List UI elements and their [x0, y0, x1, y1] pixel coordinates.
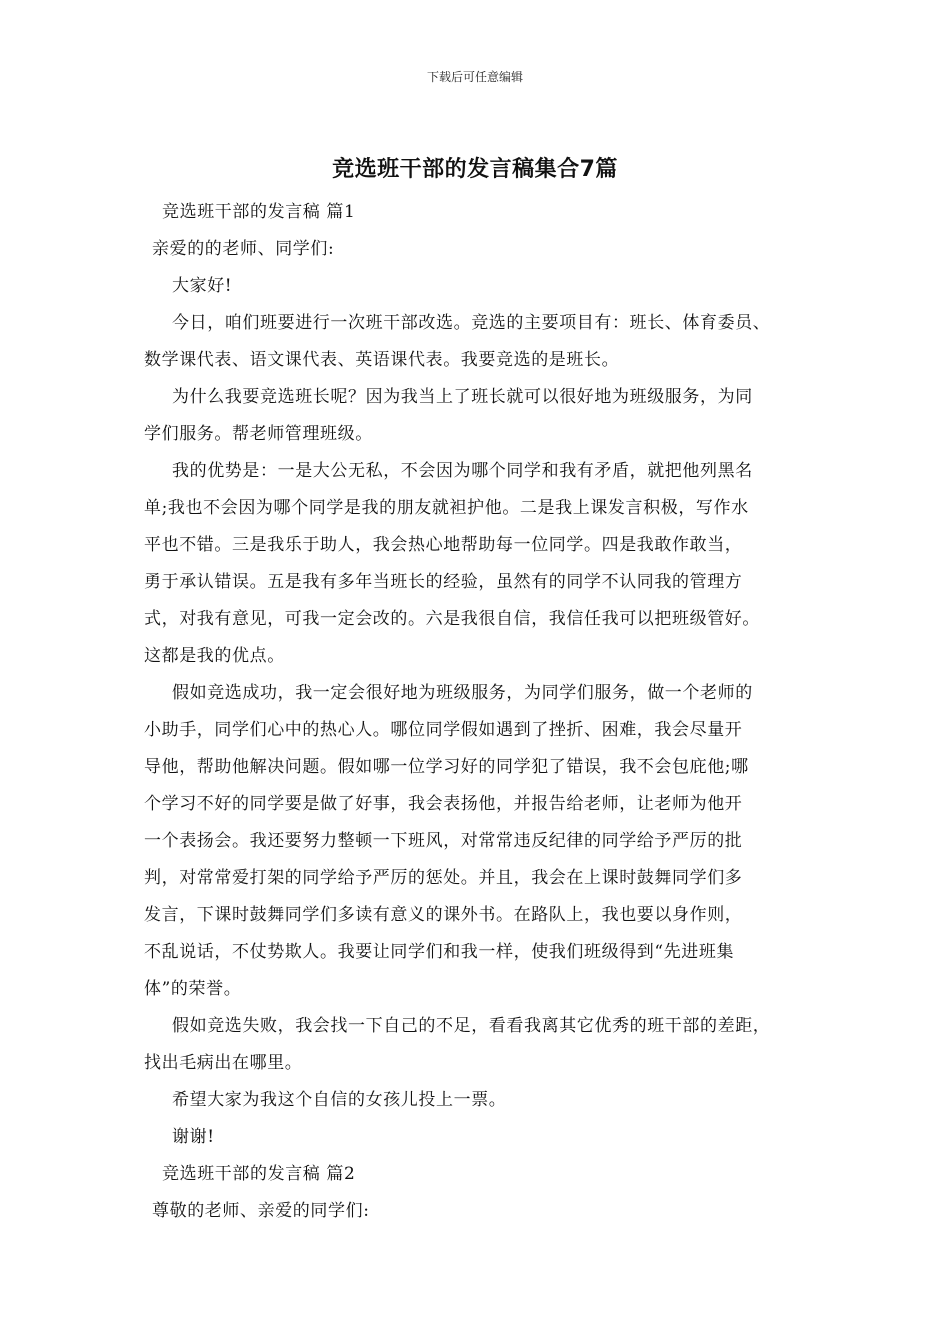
- paragraph-line: 我的优势是：一是大公无私，不会因为哪个同学和我有矛盾，就把他列黑名: [172, 461, 753, 481]
- closing-line: 谢谢!: [172, 1127, 215, 1147]
- paragraph-line: 假如竞选失败，我会找一下自己的不足，看看我离其它优秀的班干部的差距，: [172, 1016, 771, 1036]
- paragraph-line: 小助手，同学们心中的热心人。哪位同学假如遇到了挫折、困难，我会尽量开: [144, 720, 743, 740]
- paragraph-line: 单;我也不会因为哪个同学是我的朋友就袒护他。二是我上课发言积极，写作水: [144, 498, 749, 518]
- paragraph-line: 为什么我要竞选班长呢？因为我当上了班长就可以很好地为班级服务，为同: [172, 387, 753, 407]
- paragraph-line: 个学习不好的同学要是做了好事，我会表扬他，并报告给老师，让老师为他开: [144, 794, 743, 814]
- paragraph-line: 学们服务。帮老师管理班级。: [144, 424, 373, 444]
- section-heading-1: 竞选班干部的发言稿 篇1: [162, 202, 356, 222]
- paragraph-line: 发言，下课时鼓舞同学们多读有意义的课外书。在路队上，我也要以身作则，: [144, 905, 743, 925]
- salutation: 亲爱的的老师、同学们:: [152, 239, 335, 259]
- paragraph-line: 勇于承认错误。五是我有多年当班长的经验，虽然有的同学不认同我的管理方: [144, 572, 743, 592]
- paragraph-line: 找出毛病出在哪里。: [144, 1053, 303, 1073]
- salutation: 尊敬的老师、亲爱的同学们:: [152, 1201, 370, 1221]
- paragraph-line: 希望大家为我这个自信的女孩儿投上一票。: [172, 1090, 507, 1110]
- paragraph-line: 假如竞选成功，我一定会很好地为班级服务，为同学们服务，做一个老师的: [172, 683, 753, 703]
- paragraph-line: 不乱说话，不仗势欺人。我要让同学们和我一样，使我们班级得到“先进班集: [144, 942, 735, 962]
- paragraph-line: 体”的荣誉。: [144, 979, 242, 999]
- section-heading-2: 竞选班干部的发言稿 篇2: [162, 1164, 356, 1184]
- paragraph-line: 今日，咱们班要进行一次班干部改选。竞选的主要项目有：班长、体育委员、: [172, 313, 771, 333]
- greeting-line: 大家好!: [172, 276, 233, 296]
- paragraph-line: 平也不错。三是我乐于助人，我会热心地帮助每一位同学。四是我敢作敢当，: [144, 535, 743, 555]
- paragraph-line: 这都是我的优点。: [144, 646, 285, 666]
- paragraph-line: 一个表扬会。我还要努力整顿一下班风，对常常违反纪律的同学给予严厉的批: [144, 831, 743, 851]
- paragraph-line: 数学课代表、语文课代表、英语课代表。我要竞选的是班长。: [144, 350, 620, 370]
- paragraph-line: 式，对我有意见，可我一定会改的。六是我很自信，我信任我可以把班级管好。: [144, 609, 760, 629]
- header-note: 下载后可任意编辑: [426, 70, 523, 84]
- paragraph-line: 判，对常常爱打架的同学给予严厉的惩处。并且，我会在上课时鼓舞同学们多: [144, 868, 743, 888]
- document-title: 竞选班干部的发言稿集合7篇: [332, 157, 618, 182]
- paragraph-line: 导他，帮助他解决问题。假如哪一位学习好的同学犯了错误，我不会包庇他;哪: [144, 757, 749, 777]
